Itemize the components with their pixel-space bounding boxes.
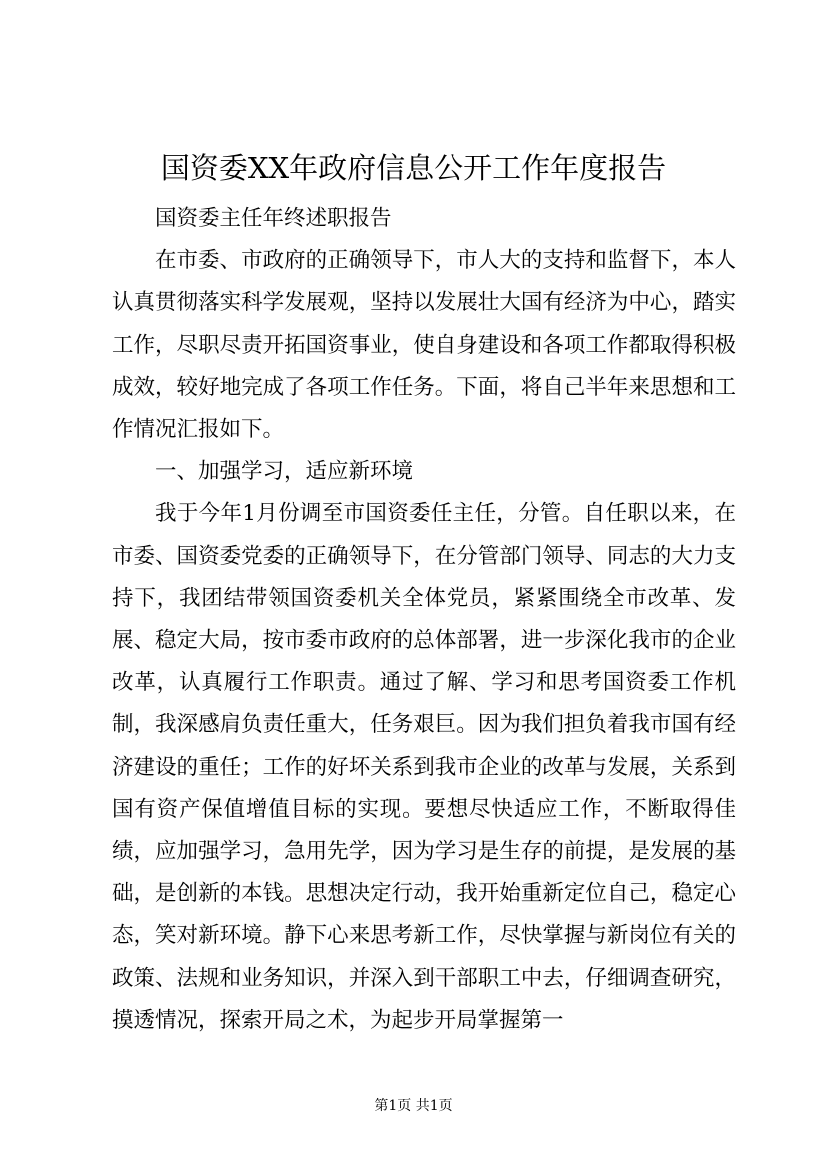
intro-paragraph: 在市委、市政府的正确领导下，市人大的支持和监督下，本人认真贯彻落实科学发展观，坚持以发展壮大国有经济为中心，踏实工作，尽职尽责开拓国资事业，使自身建设和各项工作都取得积极成效，较好地完成了各项工作任务。下面，将自己半年来思想和工作情况汇报如下。 bbox=[112, 248, 736, 443]
section-heading: 一、加强学习，适应新环境 bbox=[155, 459, 414, 485]
document-title: 国资委XX年政府信息公开工作年度报告 bbox=[160, 151, 667, 185]
document-body bbox=[112, 198, 736, 1042]
page-footer: 第1页 共1页 bbox=[374, 1098, 453, 1114]
body-paragraph: 我于今年1月份调至市国资委任主任，分管。自任职以来，在市委、国资委党委的正确领导下，在分管部门领导、同志的大力支持下，我团结带领国资委机关全体党员，紧紧围绕全市改革、发展、稳定大局，按市委市政府的总体部署，进一步深化我市的企业改革，认真履行工作职责。通过了解、学习和思考国资委工作机制，我深感肩负责任重大，任务艰巨。因为我们担负着我市国有经济建设的重任；工作的好坏关系到我市企业的改革与发展，关系到国有资产保值增值目标的实现。要想尽快适应工作，不断取得佳绩，应加强学习，急用先学，因为学习是生存的前提，是发展的基础，是创新的本钱。思想决定行动，我开始重新定位自己，稳定心态，笑对新环境。静下心来思考新工作，尽快掌握与新岗位有关的政策、法规和业务知识，并深入到干部职工中去，仔细调查研究，摸透情况，探索开局之术，为起步开局掌握第一 bbox=[112, 501, 736, 1033]
subtitle-paragraph: 国资委主任年终述职报告 bbox=[155, 206, 392, 231]
